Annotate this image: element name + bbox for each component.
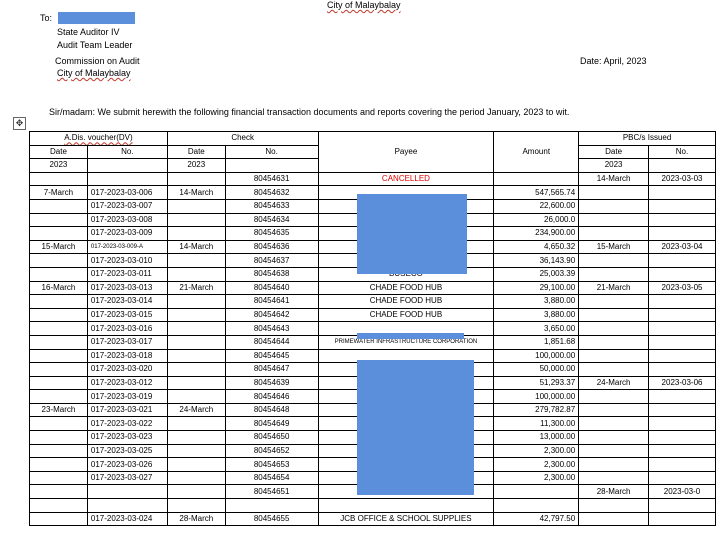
cell-dv-date: [30, 417, 88, 431]
pbc-year-blank: [649, 159, 716, 173]
cell-dv-date: [30, 335, 88, 349]
cell-amount: 4,650.32: [494, 240, 579, 254]
cell-chk-date: [167, 499, 225, 513]
cell-pbc-no: [649, 363, 716, 377]
cell-chk-date: [167, 199, 225, 213]
pbc-no-header: No.: [649, 145, 716, 159]
cell-pbc-date: [579, 227, 649, 241]
cell-chk-no: 80454640: [225, 281, 318, 295]
redacted-payee-block-2: [357, 333, 464, 339]
cell-chk-no: 80454637: [225, 254, 318, 268]
cell-pbc-no: [649, 458, 716, 472]
cell-chk-no: 80454643: [225, 322, 318, 336]
cell-chk-no: 80454650: [225, 431, 318, 445]
cell-amount: 11,300.00: [494, 417, 579, 431]
cell-dv-no: 017-2023-03-006: [87, 186, 167, 200]
cell-chk-no: 80454655: [225, 512, 318, 526]
cell-dv-no: 017-2023-03-027: [87, 471, 167, 485]
cell-dv-no: 017-2023-03-018: [87, 349, 167, 363]
cell-dv-no: 017-2023-03-014: [87, 295, 167, 309]
cell-amount: 36,143.90: [494, 254, 579, 268]
cell-chk-no: 80454646: [225, 390, 318, 404]
cell-pbc-no: [649, 295, 716, 309]
cell-amount: 50,000.00: [494, 363, 579, 377]
cell-pbc-no: 2023-03-05: [649, 281, 716, 295]
cell-pbc-date: [579, 199, 649, 213]
dv-group-header: A.Dis. voucher(DV): [30, 132, 168, 146]
cell-chk-date: [167, 308, 225, 322]
cell-dv-no: 017-2023-03-017: [87, 335, 167, 349]
cell-pbc-date: [579, 512, 649, 526]
cell-pbc-date: [579, 444, 649, 458]
cell-dv-no: 017-2023-03-013: [87, 281, 167, 295]
cell-pbc-no: [649, 186, 716, 200]
cell-amount: 547,565.74: [494, 186, 579, 200]
cell-chk-no: 80454631: [225, 172, 318, 186]
cell-pbc-no: [649, 213, 716, 227]
cell-payee: CHADE FOOD HUB: [318, 308, 494, 322]
cell-chk-date: [167, 471, 225, 485]
cell-dv-date: [30, 254, 88, 268]
pbc-year: 2023: [579, 159, 649, 173]
cell-amount: 3,880.00: [494, 308, 579, 322]
cell-payee: JCB OFFICE & SCHOOL SUPPLIES: [318, 512, 494, 526]
redacted-payee-block-1: [357, 194, 467, 274]
cell-pbc-date: [579, 213, 649, 227]
cell-amount: 29,100.00: [494, 281, 579, 295]
cell-chk-date: 14-March: [167, 186, 225, 200]
cell-dv-date: [30, 172, 88, 186]
cell-dv-no: [87, 485, 167, 499]
redacted-payee-block-3: [357, 360, 474, 495]
cell-chk-no: 80454632: [225, 186, 318, 200]
table-row: [30, 281, 716, 295]
cell-dv-no: [87, 172, 167, 186]
cell-pbc-no: [649, 417, 716, 431]
cell-pbc-date: [579, 267, 649, 281]
cell-chk-no: 80454634: [225, 213, 318, 227]
cell-dv-no: 017-2023-03-007: [87, 199, 167, 213]
cell-chk-date: 28-March: [167, 512, 225, 526]
table-row: [30, 512, 716, 526]
cell-chk-date: [167, 431, 225, 445]
cell-pbc-date: [579, 403, 649, 417]
cell-chk-no: 80454642: [225, 308, 318, 322]
cell-dv-no: 017-2023-03-026: [87, 458, 167, 472]
cell-pbc-date: [579, 417, 649, 431]
cell-dv-no: 017-2023-03-011: [87, 267, 167, 281]
cell-amount: 51,293.37: [494, 376, 579, 390]
cell-dv-no: 017-2023-03-012: [87, 376, 167, 390]
cell-pbc-no: 2023-03-04: [649, 240, 716, 254]
cell-dv-date: [30, 308, 88, 322]
cell-amount: 100,000.00: [494, 390, 579, 404]
city-heading: City of Malaybalay: [327, 0, 401, 10]
cell-amount: 26,000.0: [494, 213, 579, 227]
cell-dv-no: 017-2023-03-024: [87, 512, 167, 526]
cell-dv-date: [30, 458, 88, 472]
cell-dv-no: 017-2023-03-021: [87, 403, 167, 417]
cell-amount: 100,000.00: [494, 349, 579, 363]
cell-payee: CANCELLED: [318, 172, 494, 186]
cell-chk-date: [167, 444, 225, 458]
check-date-header: Date: [167, 145, 225, 159]
cell-dv-date: 23-March: [30, 403, 88, 417]
cell-chk-no: 80454652: [225, 444, 318, 458]
table-row: [30, 295, 716, 309]
cell-pbc-no: [649, 199, 716, 213]
cell-pbc-no: [649, 254, 716, 268]
cell-chk-date: [167, 172, 225, 186]
cell-pbc-date: 15-March: [579, 240, 649, 254]
cell-dv-date: 7-March: [30, 186, 88, 200]
cell-dv-date: [30, 363, 88, 377]
cell-chk-date: [167, 295, 225, 309]
pbc-date-header: Date: [579, 145, 649, 159]
cell-pbc-no: 2023-03-03: [649, 172, 716, 186]
dv-date-header: Date: [30, 145, 88, 159]
cell-pbc-no: [649, 390, 716, 404]
cell-chk-no: 80454638: [225, 267, 318, 281]
cell-chk-date: 14-March: [167, 240, 225, 254]
cell-pbc-date: 28-March: [579, 485, 649, 499]
check-year-blank: [225, 159, 318, 173]
cell-chk-date: [167, 213, 225, 227]
cell-amount: 234,900.00: [494, 227, 579, 241]
cell-pbc-date: [579, 499, 649, 513]
cell-chk-date: [167, 390, 225, 404]
table-row: [30, 499, 716, 513]
cell-pbc-no: [649, 431, 716, 445]
cell-pbc-date: [579, 471, 649, 485]
cell-chk-no: [225, 499, 318, 513]
cell-chk-date: [167, 254, 225, 268]
cell-pbc-no: [649, 335, 716, 349]
cell-pbc-no: [649, 349, 716, 363]
cell-amount: 279,782.87: [494, 403, 579, 417]
cell-dv-no: [87, 499, 167, 513]
cell-pbc-date: [579, 322, 649, 336]
cell-pbc-date: [579, 458, 649, 472]
cell-pbc-date: 14-March: [579, 172, 649, 186]
cell-amount: 1,851.68: [494, 335, 579, 349]
cell-chk-no: 80454641: [225, 295, 318, 309]
cell-amount: [494, 172, 579, 186]
cell-pbc-date: [579, 254, 649, 268]
cell-amount: 2,300.00: [494, 471, 579, 485]
redacted-recipient-name: [58, 12, 135, 24]
cell-dv-date: 15-March: [30, 240, 88, 254]
cell-dv-date: [30, 390, 88, 404]
cell-pbc-date: [579, 335, 649, 349]
cell-pbc-date: 21-March: [579, 281, 649, 295]
cell-pbc-no: [649, 471, 716, 485]
cell-pbc-date: [579, 308, 649, 322]
cell-chk-no: 80454647: [225, 363, 318, 377]
cell-dv-date: [30, 267, 88, 281]
payee-header: Payee: [318, 132, 494, 173]
cell-dv-date: [30, 349, 88, 363]
cell-payee: CHADE FOOD HUB: [318, 295, 494, 309]
cell-pbc-no: [649, 499, 716, 513]
cell-chk-date: 24-March: [167, 403, 225, 417]
cell-amount: 22,600.00: [494, 199, 579, 213]
cell-dv-no: 017-2023-03-019: [87, 390, 167, 404]
cell-amount: [494, 499, 579, 513]
cell-chk-no: 80454648: [225, 403, 318, 417]
cell-dv-date: 16-March: [30, 281, 88, 295]
to-label: To:: [40, 13, 53, 23]
cell-pbc-date: [579, 186, 649, 200]
cell-chk-no: 80454633: [225, 199, 318, 213]
cell-dv-date: [30, 499, 88, 513]
cell-dv-date: [30, 295, 88, 309]
cell-chk-no: 80454635: [225, 227, 318, 241]
cell-payee: [318, 499, 494, 513]
cell-dv-date: [30, 199, 88, 213]
cell-chk-no: 80454636: [225, 240, 318, 254]
recipient-line-4: City of Malaybalay: [57, 68, 131, 78]
cell-dv-no: 017-2023-03-020: [87, 363, 167, 377]
table-move-handle-icon[interactable]: ✥: [13, 117, 26, 130]
cell-chk-date: [167, 363, 225, 377]
recipient-line-3: Commission on Audit: [55, 56, 140, 66]
cell-amount: 3,650.00: [494, 322, 579, 336]
cell-dv-no: 017-2023-03-023: [87, 431, 167, 445]
cell-dv-no: 017-2023-03-015: [87, 308, 167, 322]
cell-dv-no: 017-2023-03-022: [87, 417, 167, 431]
cell-chk-no: 80454644: [225, 335, 318, 349]
dv-no-header: No.: [87, 145, 167, 159]
cell-chk-no: 80454651: [225, 485, 318, 499]
pbc-group-header: PBC/s Issued: [579, 132, 716, 146]
cell-dv-date: [30, 512, 88, 526]
cell-dv-no: 017-2023-03-025: [87, 444, 167, 458]
cell-payee: CHADE FOOD HUB: [318, 281, 494, 295]
document-date: Date: April, 2023: [580, 56, 647, 66]
cell-payee: PRIMEWATER INFRASTRUCTURE CORPORATION: [318, 335, 494, 349]
amount-header: Amount: [494, 132, 579, 173]
cell-chk-date: 21-March: [167, 281, 225, 295]
cell-chk-no: 80454639: [225, 376, 318, 390]
cell-dv-no: 017-2023-03-009: [87, 227, 167, 241]
cell-pbc-date: [579, 390, 649, 404]
cell-pbc-no: [649, 444, 716, 458]
cell-chk-date: [167, 376, 225, 390]
cell-chk-date: [167, 485, 225, 499]
recipient-line-1: State Auditor IV: [57, 27, 120, 37]
cell-dv-date: [30, 227, 88, 241]
dv-year: 2023: [30, 159, 88, 173]
cell-dv-date: [30, 485, 88, 499]
cell-dv-date: [30, 471, 88, 485]
dv-year-blank: [87, 159, 167, 173]
cell-amount: 13,000.00: [494, 431, 579, 445]
cell-chk-no: 80454654: [225, 471, 318, 485]
cell-dv-date: [30, 213, 88, 227]
cell-pbc-date: [579, 295, 649, 309]
cell-amount: 25,003.39: [494, 267, 579, 281]
cell-chk-date: [167, 335, 225, 349]
cell-pbc-date: [579, 363, 649, 377]
cell-pbc-no: [649, 267, 716, 281]
check-group-header: Check: [167, 132, 318, 146]
cell-chk-date: [167, 349, 225, 363]
cell-amount: 2,300.00: [494, 458, 579, 472]
recipient-line-2: Audit Team Leader: [57, 40, 133, 50]
cell-chk-no: 80454645: [225, 349, 318, 363]
cell-pbc-no: [649, 308, 716, 322]
cell-dv-no: 017-2023-03-008: [87, 213, 167, 227]
cell-pbc-no: 2023-03-0: [649, 485, 716, 499]
cell-chk-date: [167, 417, 225, 431]
cell-chk-date: [167, 267, 225, 281]
cell-chk-date: [167, 458, 225, 472]
cell-dv-date: [30, 444, 88, 458]
cell-amount: [494, 485, 579, 499]
cell-dv-date: [30, 322, 88, 336]
cell-chk-no: 80454653: [225, 458, 318, 472]
cell-pbc-date: [579, 349, 649, 363]
cell-amount: 3,880.00: [494, 295, 579, 309]
cell-pbc-no: [649, 403, 716, 417]
cell-dv-no: 017-2023-03-010: [87, 254, 167, 268]
cell-pbc-date: 24-March: [579, 376, 649, 390]
check-no-header: No.: [225, 145, 318, 159]
cell-pbc-date: [579, 431, 649, 445]
cell-dv-date: [30, 431, 88, 445]
cell-chk-date: [167, 322, 225, 336]
cell-amount: 42,797.50: [494, 512, 579, 526]
cell-amount: 2,300.00: [494, 444, 579, 458]
cell-pbc-no: [649, 322, 716, 336]
table-row: [30, 172, 716, 186]
cell-chk-no: 80454649: [225, 417, 318, 431]
table-row: [30, 308, 716, 322]
cell-dv-no: 017-2023-03-009-A: [87, 240, 167, 254]
cell-pbc-no: [649, 227, 716, 241]
cell-pbc-no: 2023-03-06: [649, 376, 716, 390]
check-year: 2023: [167, 159, 225, 173]
cell-dv-no: 017-2023-03-016: [87, 322, 167, 336]
cell-chk-date: [167, 227, 225, 241]
cell-dv-date: [30, 376, 88, 390]
intro-sentence: Sir/madam: We submit herewith the following financial transaction documents and reports covering the period January, 2023 to wit.: [49, 107, 570, 117]
cell-pbc-no: [649, 512, 716, 526]
